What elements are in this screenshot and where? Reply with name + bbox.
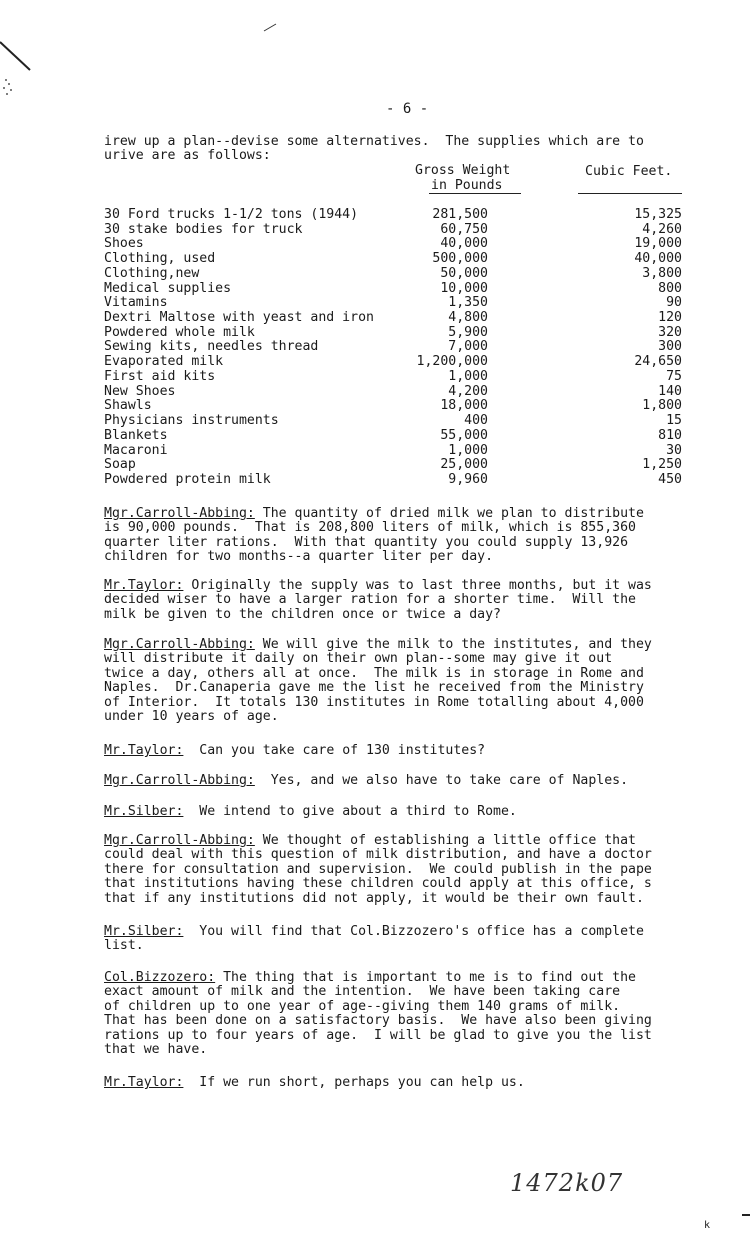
supply-cubic-feet: 75 [666, 368, 682, 384]
pen-tick-mark [262, 22, 282, 34]
speech-text: The thing that is important to me is to find out the [215, 970, 636, 985]
speech-continuation-line: could deal with this question of milk distribution, and have a doctor [104, 847, 652, 863]
supply-row [104, 310, 704, 325]
dialogue-paragraph-first-line [104, 637, 652, 652]
speech-text: Originally the supply was to last three months, but it was [183, 578, 652, 593]
speech-continuation-line: is 90,000 pounds. That is 208,800 liters of milk, which is 855,360 [104, 520, 636, 536]
supply-gross-weight: 7,000 [448, 339, 488, 355]
speech-continuation-line: children for two months--a quarter liter per day. [104, 549, 494, 565]
supply-gross-weight: 60,750 [440, 221, 488, 237]
speech-continuation-line: under 10 years of age. [104, 709, 279, 724]
supply-item-name: Shawls [104, 398, 152, 414]
supply-row [104, 413, 704, 428]
supply-item-name: Powdered protein milk [104, 471, 271, 487]
supply-gross-weight: 40,000 [440, 236, 488, 252]
supply-item-name: New Shoes [104, 383, 176, 399]
intro-line-1: irew up a plan--devise some alternatives. The supplies which are to [104, 134, 644, 149]
edge-dash [742, 1214, 750, 1216]
supply-row [104, 222, 704, 237]
supply-item-name: Clothing,new [104, 265, 200, 281]
supply-cubic-feet: 24,650 [634, 354, 682, 370]
supply-item-name: Powdered whole milk [104, 324, 255, 340]
supply-gross-weight: 55,000 [440, 427, 488, 443]
supply-item-name: Evaporated milk [104, 354, 224, 370]
dialogue-paragraph-first-line [104, 924, 644, 939]
speech-text: Yes, and we also have to take care of Naples. [254, 773, 629, 788]
supply-cubic-feet: 120 [658, 310, 682, 326]
supply-row [104, 398, 704, 413]
dialogue-paragraph-first-line [104, 833, 636, 848]
supply-gross-weight: 4,800 [448, 310, 488, 326]
supply-item-name: Medical supplies [104, 280, 232, 296]
supply-cubic-feet: 320 [658, 324, 682, 340]
speech-continuation-line: quarter liter rations. With that quantity you could supply 13,926 [104, 534, 629, 550]
supply-item-name: Macaroni [104, 442, 168, 458]
supply-row [104, 281, 704, 296]
speech-continuation-line: twice a day, others all at once. The milk is in storage in Rome and [104, 665, 644, 681]
supply-cubic-feet: 15 [666, 413, 682, 429]
supply-row [104, 236, 704, 251]
speech-continuation-line: That has been done on a satisfactory basis. We have also been giving [104, 1013, 652, 1029]
supply-gross-weight: 18,000 [440, 398, 488, 414]
speech-continuation-line: of children up to one year of age--giving them 140 grams of milk. [104, 998, 621, 1014]
speech-text: We will give the milk to the institutes, and they [254, 637, 652, 652]
supply-item-name: Blankets [104, 427, 168, 443]
dialogue-paragraph-first-line [104, 506, 644, 521]
dialogue-paragraph-first-line [104, 743, 485, 758]
weight-column-subheader: in Pounds [431, 178, 503, 193]
speech-continuation-line: exact amount of milk and the intention. We have been taking care [104, 984, 621, 1000]
supply-item-name: 30 Ford trucks 1-1/2 tons (1944) [104, 207, 359, 222]
supply-item-name: Clothing, used [104, 251, 216, 267]
supply-cubic-feet: 300 [658, 339, 682, 355]
supply-item-name: Sewing kits, needles thread [104, 339, 319, 355]
speaker-name: Mr.Silber: [104, 804, 184, 819]
supply-cubic-feet: 140 [658, 383, 682, 399]
speech-continuation-line: that if any institutions did not apply, it would be their own fault. [104, 890, 644, 906]
supply-cubic-feet: 4,260 [642, 221, 682, 237]
speaker-name: Mgr.Carroll-Abbing: [104, 637, 255, 652]
handwritten-archive-number: 1472k07 [510, 1169, 624, 1197]
supply-row [104, 384, 704, 399]
speech-continuation-line: of Interior. It totals 130 institutes in Rome totalling about 4,000 [104, 694, 644, 710]
speech-continuation-line: that institutions having these children could apply at this office, s [104, 876, 652, 892]
dialogue-paragraph-first-line [104, 773, 628, 788]
supply-gross-weight: 10,000 [440, 280, 488, 296]
dialogue-paragraph-first-line [104, 578, 652, 593]
speaker-name: Mgr.Carroll-Abbing: [104, 506, 255, 521]
speaker-name: Mr.Taylor: [104, 1075, 184, 1090]
supply-row [104, 295, 704, 310]
cubic-header-underline [578, 193, 682, 194]
dialogue-paragraph-first-line [104, 970, 636, 985]
supply-cubic-feet: 450 [658, 471, 682, 487]
supply-cubic-feet: 19,000 [634, 236, 682, 252]
page-number: - 6 - [386, 101, 429, 117]
supply-item-name: Soap [104, 457, 136, 473]
supply-gross-weight: 1,000 [448, 442, 488, 458]
supply-gross-weight: 1,350 [448, 295, 488, 311]
supply-row [104, 325, 704, 340]
supply-item-name: 30 stake bodies for truck [104, 221, 303, 237]
supply-item-name: Physicians instruments [104, 413, 279, 429]
supply-gross-weight: 400 [464, 413, 488, 429]
supply-row [104, 207, 704, 222]
supply-item-name: Shoes [104, 236, 144, 252]
supply-row [104, 443, 704, 458]
supply-gross-weight: 9,960 [448, 471, 488, 487]
speech-continuation-line: that we have. [104, 1042, 208, 1057]
supply-cubic-feet: 30 [666, 442, 682, 458]
supply-row [104, 251, 704, 266]
supply-row [104, 428, 704, 443]
speech-continuation-line: milk be given to the children once or twice a day? [104, 606, 501, 622]
supply-cubic-feet: 3,800 [642, 265, 682, 281]
speech-text: You will find that Col.Bizzozero's office has a complete [183, 924, 644, 939]
supply-gross-weight: 50,000 [440, 265, 488, 281]
supply-row [104, 472, 704, 487]
supply-item-name: First aid kits [104, 368, 216, 384]
speech-text: If we run short, perhaps you can help us. [183, 1075, 525, 1090]
supply-cubic-feet: 1,800 [642, 398, 682, 414]
supply-gross-weight: 1,000 [448, 368, 488, 384]
supply-gross-weight: 1,200,000 [416, 354, 488, 370]
supply-gross-weight: 25,000 [440, 457, 488, 473]
speech-continuation-line: decided wiser to have a larger ration for a shorter time. Will the [104, 592, 636, 608]
scan-edge-mark [0, 20, 40, 100]
supply-row [104, 339, 704, 354]
speech-continuation-line: there for consultation and supervision. We could publish in the pape [104, 861, 652, 877]
supply-cubic-feet: 1,250 [642, 457, 682, 473]
dialogue-paragraph-first-line [104, 1075, 525, 1090]
speech-continuation-line: list. [104, 938, 144, 954]
speaker-name: Mr.Taylor: [104, 743, 184, 758]
supply-item-name: Vitamins [104, 295, 168, 311]
speech-text: Can you take care of 130 institutes? [183, 743, 486, 758]
supply-gross-weight: 500,000 [432, 251, 488, 267]
speaker-name: Mr.Silber: [104, 924, 184, 939]
cubic-column-header: Cubic Feet. [585, 164, 673, 179]
speaker-name: Mgr.Carroll-Abbing: [104, 773, 255, 788]
supply-cubic-feet: 15,325 [634, 207, 682, 222]
speech-text: We thought of establishing a little office that [254, 833, 636, 848]
corner-mark: k [704, 1220, 711, 1231]
supply-row [104, 457, 704, 472]
weight-column-header: Gross Weight [415, 163, 511, 178]
speaker-name: Col.Bizzozero: [104, 970, 216, 985]
supply-row [104, 266, 704, 281]
speech-continuation-line: Naples. Dr.Canaperia gave me the list he received from the Ministry [104, 680, 644, 696]
speaker-name: Mr.Taylor: [104, 578, 184, 593]
supply-cubic-feet: 810 [658, 427, 682, 443]
supply-row [104, 369, 704, 384]
supply-item-name: Dextri Maltose with yeast and iron [104, 310, 374, 326]
intro-line-2: urive are as follows: [104, 148, 271, 163]
speaker-name: Mgr.Carroll-Abbing: [104, 833, 255, 848]
supply-cubic-feet: 90 [666, 295, 682, 311]
weight-header-underline [429, 193, 521, 194]
supply-cubic-feet: 40,000 [634, 251, 682, 267]
supply-gross-weight: 5,900 [448, 324, 488, 340]
supply-gross-weight: 281,500 [432, 207, 488, 222]
supply-gross-weight: 4,200 [448, 383, 488, 399]
supply-cubic-feet: 800 [658, 280, 682, 296]
supply-row [104, 354, 704, 369]
speech-continuation-line: will distribute it daily on their own plan--some may give it out [104, 651, 613, 667]
speech-text: We intend to give about a third to Rome. [183, 804, 517, 819]
speech-text: The quantity of dried milk we plan to distribute [254, 506, 644, 521]
dialogue-paragraph-first-line [104, 804, 517, 819]
speech-continuation-line: rations up to four years of age. I will be glad to give you the list [104, 1027, 652, 1043]
